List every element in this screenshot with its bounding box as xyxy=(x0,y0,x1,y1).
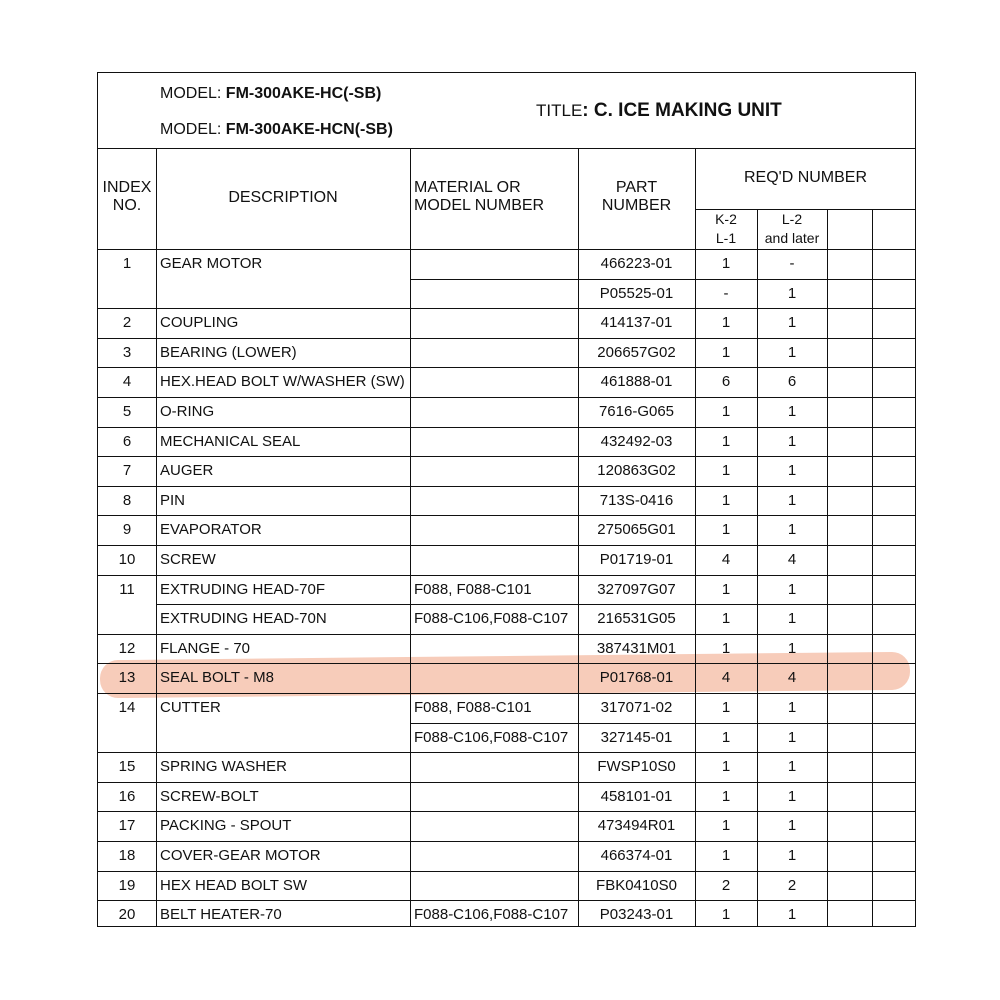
cell-k2: 1 xyxy=(721,758,731,776)
row-divider xyxy=(98,486,916,487)
row-divider xyxy=(98,900,916,901)
cell-part: 275065G01 xyxy=(597,521,676,539)
cell-description: FLANGE - 70 xyxy=(160,639,251,657)
cell-l2: 1 xyxy=(787,847,797,864)
cell-description: EVAPORATOR xyxy=(160,521,262,539)
cell-k2: 1 xyxy=(721,521,731,539)
row-divider xyxy=(156,604,916,605)
row-divider xyxy=(410,723,916,724)
cell-part: 327145-01 xyxy=(600,728,673,746)
cell-description: SCREW xyxy=(160,551,216,568)
cell-part: P01768-01 xyxy=(599,669,674,687)
row-divider xyxy=(98,811,916,812)
cell-k2: 4 xyxy=(721,669,731,687)
cell-material: F088, F088-C101 xyxy=(414,699,532,716)
cell-description: MECHANICAL SEAL xyxy=(160,432,301,450)
cell-description: EXTRUDING HEAD-70N xyxy=(160,610,327,628)
cell-description: HEX.HEAD BOLT W/WASHER (SW) xyxy=(160,373,405,391)
row-divider xyxy=(98,456,916,457)
cell-index: 16 xyxy=(118,787,136,805)
cell-part: 466374-01 xyxy=(600,847,673,864)
cell-index: 12 xyxy=(118,639,136,657)
cell-material: F088-C106,F088-C107 xyxy=(414,728,569,746)
model-label-1: MODEL: xyxy=(160,85,226,102)
cell-l2: 6 xyxy=(787,373,797,391)
cell-description: SCREW-BOLT xyxy=(160,787,259,805)
cell-index: 5 xyxy=(122,403,132,420)
cell-index: 2 xyxy=(122,314,132,332)
row-divider xyxy=(98,397,916,398)
column-divider xyxy=(156,148,157,927)
cell-index: 4 xyxy=(122,373,132,391)
cell-part: 120863G02 xyxy=(597,462,676,480)
row-divider xyxy=(98,634,916,635)
cell-part: P05525-01 xyxy=(599,284,674,302)
title-value: : C. ICE MAKING UNIT xyxy=(582,100,782,121)
cell-k2: 1 xyxy=(721,906,731,924)
cell-l2: 1 xyxy=(787,758,797,776)
model-number-2: FM-300AKE-HCN(-SB) xyxy=(225,121,393,138)
header-divider xyxy=(98,148,916,149)
cell-part: 461888-01 xyxy=(600,373,673,391)
reqd-subheader-line xyxy=(695,209,916,210)
cell-index: 20 xyxy=(118,906,136,924)
cell-part: 432492-03 xyxy=(600,432,673,450)
cell-l2: 1 xyxy=(787,728,797,746)
row-divider xyxy=(410,279,916,280)
cell-l2: 1 xyxy=(787,314,797,332)
page-title xyxy=(536,100,782,122)
cell-k2: 1 xyxy=(721,343,731,361)
col-header-reqd: REQ'D NUMBER xyxy=(743,169,868,186)
cell-description: HEX HEAD BOLT SW xyxy=(160,876,307,894)
row-divider xyxy=(98,427,916,428)
cell-k2: 1 xyxy=(721,699,731,716)
cell-part: 7616-G065 xyxy=(598,403,675,420)
cell-l2: 1 xyxy=(787,580,797,598)
row-divider xyxy=(98,515,916,516)
cell-description: PIN xyxy=(160,491,186,509)
cell-part: P03243-01 xyxy=(599,906,674,924)
row-divider xyxy=(98,367,916,368)
cell-l2: 1 xyxy=(787,403,797,420)
cell-description: AUGER xyxy=(160,462,214,480)
col-header-index: INDEX NO. xyxy=(102,179,152,214)
cell-index: 1 xyxy=(122,255,132,272)
vline-extra xyxy=(872,209,873,927)
cell-description: BEARING (LOWER) xyxy=(160,343,297,361)
row-divider xyxy=(98,545,916,546)
cell-k2: 1 xyxy=(721,255,731,272)
cell-k2: 1 xyxy=(721,610,731,628)
cell-description: BELT HEATER-70 xyxy=(160,906,282,924)
cell-k2: 1 xyxy=(721,787,731,805)
cell-l2: 1 xyxy=(787,462,797,480)
cell-index: 3 xyxy=(122,343,132,361)
cell-k2: 6 xyxy=(721,373,731,391)
cell-description: SEAL BOLT - M8 xyxy=(160,669,274,687)
cell-k2: 1 xyxy=(721,847,731,864)
row-divider xyxy=(98,663,916,664)
col-header-part: PART NUMBER xyxy=(601,179,672,214)
cell-l2: 1 xyxy=(787,343,797,361)
cell-l2: 1 xyxy=(787,639,797,657)
cell-description: COUPLING xyxy=(160,314,239,332)
cell-part: P01719-01 xyxy=(599,551,674,568)
row-divider xyxy=(98,841,916,842)
cell-index: 13 xyxy=(118,669,136,687)
cell-index: 14 xyxy=(118,699,136,716)
cell-l2: 1 xyxy=(787,906,797,924)
cell-l2: - xyxy=(789,255,795,272)
cell-k2: 1 xyxy=(721,639,731,657)
row-divider xyxy=(98,693,916,694)
cell-l2: 1 xyxy=(787,491,797,509)
cell-index: 9 xyxy=(122,521,132,539)
cell-material: F088-C106,F088-C107 xyxy=(414,906,569,924)
model-line-2 xyxy=(160,121,393,139)
cell-l2: 1 xyxy=(787,521,797,539)
cell-l2: 2 xyxy=(787,876,797,894)
cell-l2: 4 xyxy=(787,669,797,687)
cell-k2: 1 xyxy=(721,491,731,509)
model-number-1: FM-300AKE-HC(-SB) xyxy=(225,85,382,102)
cell-index: 10 xyxy=(118,551,136,568)
row-divider xyxy=(98,782,916,783)
column-header-bottom-line xyxy=(98,249,916,250)
cell-part: 317071-02 xyxy=(600,699,673,716)
cell-index: 6 xyxy=(122,432,132,450)
cell-k2: 1 xyxy=(721,580,731,598)
parts-list-sheet xyxy=(97,72,916,927)
cell-part: 473494R01 xyxy=(597,817,676,835)
cell-part: 206657G02 xyxy=(597,343,676,361)
cell-description: PACKING - SPOUT xyxy=(160,817,292,835)
cell-description: EXTRUDING HEAD-70F xyxy=(160,580,326,598)
cell-index: 8 xyxy=(122,491,132,509)
cell-part: 414137-01 xyxy=(600,314,673,332)
cell-k2: 1 xyxy=(721,728,731,746)
cell-part: 458101-01 xyxy=(600,787,673,805)
col-header-material: MATERIAL OR MODEL NUMBER xyxy=(414,179,545,214)
cell-l2: 1 xyxy=(787,432,797,450)
cell-k2: 4 xyxy=(721,551,731,568)
cell-description: GEAR MOTOR xyxy=(160,255,263,272)
cell-l2: 1 xyxy=(787,817,797,835)
col-header-k2-l1: K-2 L-1 xyxy=(715,211,737,246)
cell-index: 19 xyxy=(118,876,136,894)
cell-index: 15 xyxy=(118,758,136,776)
cell-part: 216531G05 xyxy=(597,610,676,628)
row-divider xyxy=(98,575,916,576)
cell-description: CUTTER xyxy=(160,699,221,716)
cell-l2: 1 xyxy=(787,787,797,805)
cell-l2: 1 xyxy=(787,699,797,716)
model-label-2: MODEL: xyxy=(160,121,226,138)
title-label: TITLE xyxy=(536,101,583,120)
vline-l2 xyxy=(827,209,828,927)
cell-material: F088, F088-C101 xyxy=(414,580,532,598)
cell-material: F088-C106,F088-C107 xyxy=(414,610,569,628)
model-line-1 xyxy=(160,85,381,103)
cell-k2: 1 xyxy=(721,314,731,332)
cell-index: 17 xyxy=(118,817,136,835)
cell-part: 387431M01 xyxy=(596,639,677,657)
cell-part: FWSP10S0 xyxy=(597,758,676,776)
cell-part: 713S-0416 xyxy=(599,491,674,509)
cell-l2: 1 xyxy=(787,284,797,302)
cell-k2: 1 xyxy=(721,403,731,420)
col-header-description: DESCRIPTION xyxy=(228,189,338,206)
cell-part: FBK0410S0 xyxy=(596,876,677,894)
row-divider xyxy=(98,308,916,309)
row-divider xyxy=(98,752,916,753)
cell-part: 327097G07 xyxy=(597,580,676,598)
cell-index: 11 xyxy=(119,580,135,598)
cell-index: 7 xyxy=(122,462,132,480)
cell-k2: 1 xyxy=(721,462,731,480)
cell-part: 466223-01 xyxy=(600,255,673,272)
cell-k2: - xyxy=(723,284,729,302)
cell-index: 18 xyxy=(118,847,136,864)
row-divider xyxy=(98,338,916,339)
cell-l2: 4 xyxy=(787,551,797,568)
cell-l2: 1 xyxy=(787,610,797,628)
column-divider xyxy=(410,148,411,927)
cell-k2: 2 xyxy=(721,876,731,894)
cell-description: COVER-GEAR MOTOR xyxy=(160,847,321,864)
cell-description: SPRING WASHER xyxy=(160,758,287,776)
row-divider xyxy=(98,871,916,872)
cell-k2: 1 xyxy=(721,432,731,450)
cell-description: O-RING xyxy=(160,403,215,420)
cell-k2: 1 xyxy=(721,817,731,835)
col-header-l2-later: L-2 and later xyxy=(764,211,820,246)
